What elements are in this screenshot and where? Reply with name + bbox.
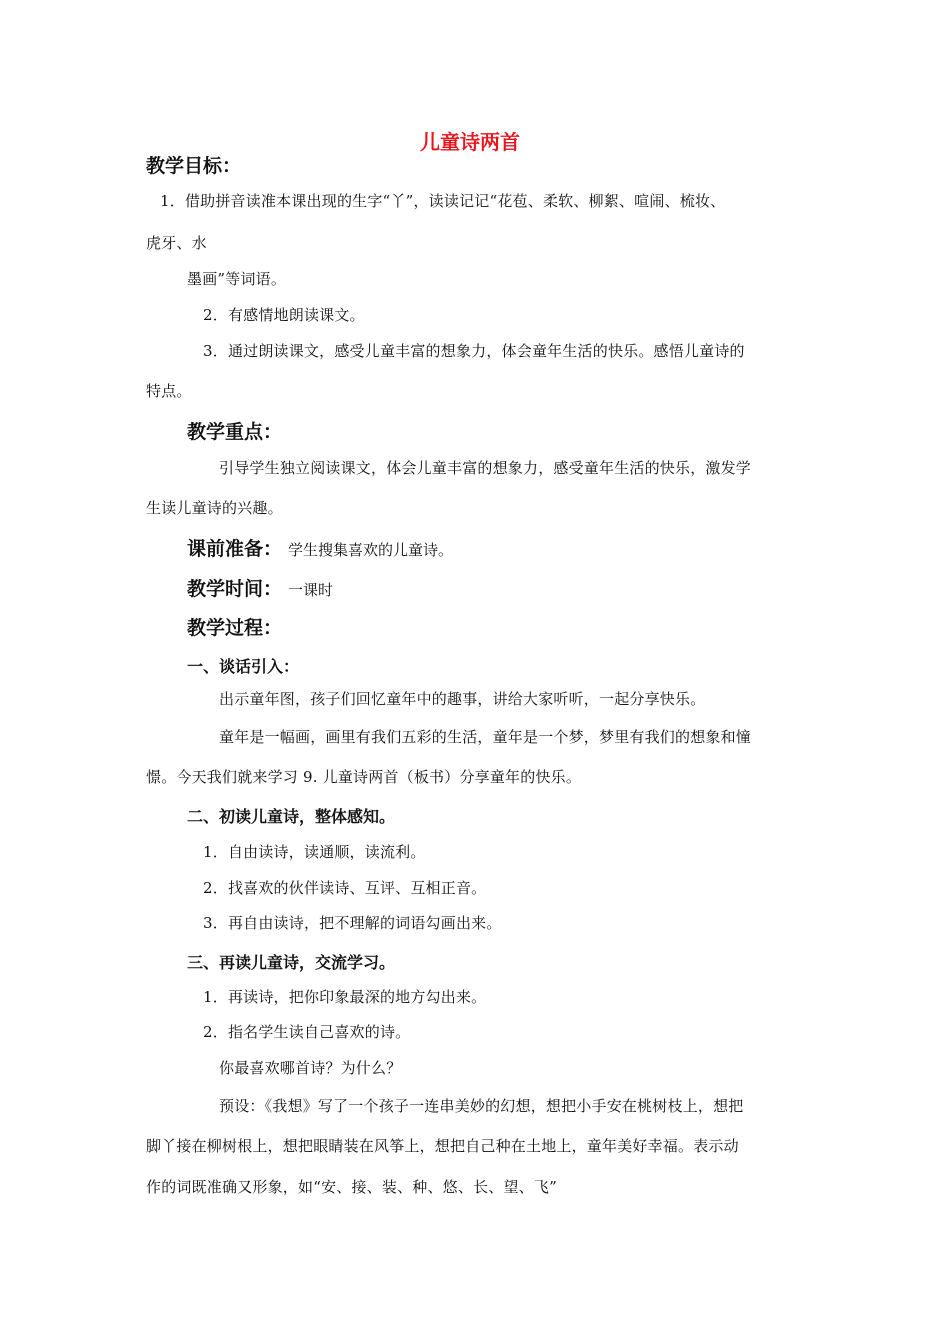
section-3-preset-line-2: 脚丫接在柳树根上，想把眼睛装在风筝上，想把自己种在土地上，童年美好幸福。表示动 <box>146 1137 739 1155</box>
goal-item-3-line-1: 3．通过朗读课文，感受儿童丰富的想象力，体会童年生活的快乐。感悟儿童诗的 <box>203 342 745 360</box>
section-1-heading: 一、谈话引入： <box>187 657 300 676</box>
section-3-preset-line-1: 预设：《我想》写了一个孩子一连串美妙的幻想，想把小手安在桃树枝上，想把 <box>219 1097 744 1115</box>
page-title: 儿童诗两首 <box>420 130 520 154</box>
section-2-item-2: 2．找喜欢的伙伴读诗、互评、互相正音。 <box>203 879 487 897</box>
process-heading: 教学过程： <box>187 617 283 639</box>
prep-heading: 课前准备： <box>187 538 283 560</box>
time-heading: 教学时间： <box>187 578 283 600</box>
section-1-paragraph-2-line-2: 憬。今天我们就来学习 9. 儿童诗两首（板书）分享童年的快乐。 <box>146 768 582 786</box>
key-points-heading: 教学重点： <box>187 421 283 443</box>
key-points-line-1: 引导学生独立阅读课文，体会儿童丰富的想象力，感受童年生活的快乐，激发学 <box>219 459 752 477</box>
time-row <box>187 574 333 601</box>
section-2-item-3: 3．再自由读诗，把不理解的词语勾画出来。 <box>203 914 502 932</box>
goal-item-2: 2．有感情地朗读课文。 <box>203 306 365 324</box>
goal-item-1-line-1: 1．借助拼音读准本课出现的生字“丫”，读读记记“花苞、柔软、柳絮、喧闹、梳妆、 <box>160 192 726 210</box>
section-3-question: 你最喜欢哪首诗？为什么？ <box>219 1059 402 1077</box>
prep-row <box>187 534 453 561</box>
section-1-paragraph-2-line-1: 童年是一幅画，画里有我们五彩的生活，童年是一个梦，梦里有我们的想象和憧 <box>219 728 752 746</box>
section-1-paragraph-1: 出示童年图，孩子们回忆童年中的趣事，讲给大家听听，一起分享快乐。 <box>219 690 706 708</box>
goals-heading: 教学目标： <box>146 155 242 177</box>
section-3-item-2: 2．指名学生读自己喜欢的诗。 <box>203 1023 411 1041</box>
goal-item-1-line-3: 墨画”等词语。 <box>187 270 287 288</box>
section-3-item-1: 1．再读诗，把你印象最深的地方勾出来。 <box>203 988 487 1006</box>
key-points-line-2: 生读儿童诗的兴趣。 <box>146 499 283 517</box>
section-3-preset-line-3: 作的词既准确又形象，如“安、接、装、种、悠、长、望、飞” <box>146 1178 557 1196</box>
section-2-item-1: 1．自由读诗，读通顺，读流利。 <box>203 843 426 861</box>
section-3-heading: 三、再读儿童诗，交流学习。 <box>187 953 396 972</box>
goal-item-1-line-2: 虎牙、水 <box>146 234 207 252</box>
time-value: 一课时 <box>288 581 334 599</box>
prep-value: 学生搜集喜欢的儿童诗。 <box>288 541 454 559</box>
section-2-heading: 二、初读儿童诗，整体感知。 <box>187 807 396 826</box>
goal-item-3-line-2: 特点。 <box>146 382 192 400</box>
